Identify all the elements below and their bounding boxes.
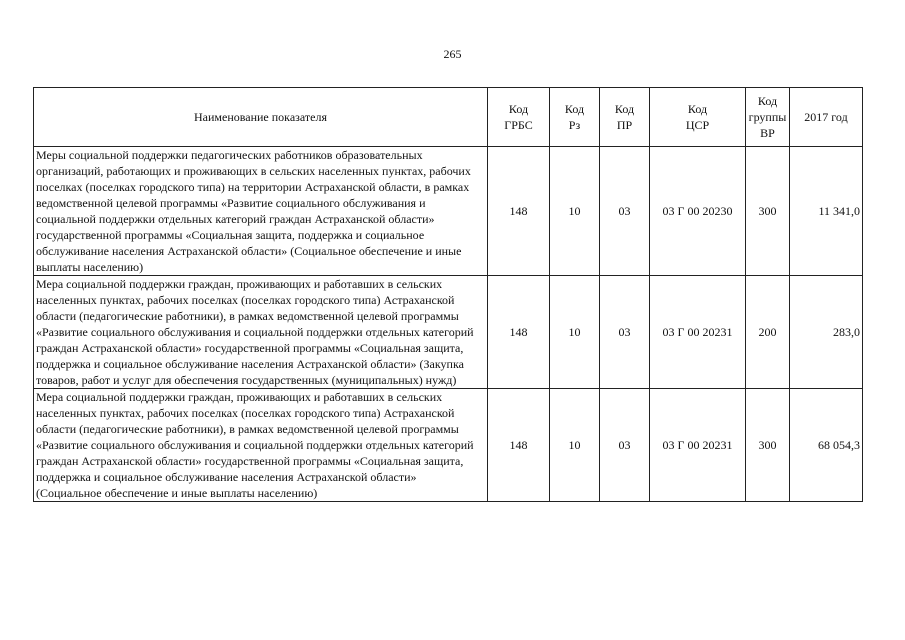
row-vr: 200 xyxy=(746,276,790,389)
row-rz: 10 xyxy=(550,276,600,389)
header-pr-line-2: ПР xyxy=(616,118,633,132)
row-name: Мера социальной поддержки граждан, проживающих и работавших в сельских населенных пунктах, рабочих поселках (поселках городского типа) Астраханской области (педагогические работники), в рамках ведомственной целевой программы «Развитие социального обслуживания и социальной поддержки отдельных категорий граждан Астраханской области» государственной программы «Социальная защита, поддержка и социальное обслуживание населения Астраханской области» (Социальное обеспечение и иные выплаты населению) xyxy=(34,389,488,502)
header-pr-line-1: Код xyxy=(614,102,635,116)
header-rz xyxy=(550,88,600,147)
row-amount: 283,0 xyxy=(790,276,863,389)
header-vr-line-2: группы xyxy=(748,110,787,124)
row-amount: 68 054,3 xyxy=(790,389,863,502)
table-row xyxy=(34,147,863,276)
header-pr xyxy=(600,88,650,147)
header-rz-line-1: Код xyxy=(564,102,585,116)
header-name: Наименование показателя xyxy=(34,88,488,147)
header-rz-line-2: Рз xyxy=(568,118,581,132)
header-csr-line-2: ЦСР xyxy=(685,118,710,132)
header-vr-line-1: Код xyxy=(757,94,778,108)
table-row xyxy=(34,276,863,389)
row-rz: 10 xyxy=(550,147,600,276)
row-name: Меры социальной поддержки педагогических работников образовательных организаций, работающих и проживающих в сельских населенных пунктах, рабочих поселках (поселках городского типа) на территории Астраханской области, в рамках ведомственной целевой программы «Развитие социального обслуживания и социальной поддержки отдельных категорий граждан Астраханской области» государственной программы «Социальная защита, поддержка и социальное обслуживание населения Астраханской области» (Социальное обеспечение и иные выплаты населению) xyxy=(34,147,488,276)
row-pr: 03 xyxy=(600,389,650,502)
row-name: Мера социальной поддержки граждан, проживающих и работавших в сельских населенных пунктах, рабочих поселках (поселках городского типа) Астраханской области (педагогические работники), в рамках ведомственной целевой программы «Развитие социального обслуживания и социальной поддержки отдельных категорий граждан Астраханской области» государственной программы «Социальная защита, поддержка и социальное обслуживание населения Астраханской области» (Закупка товаров, работ и услуг для обеспечения государственных (муниципальных) нужд) xyxy=(34,276,488,389)
page-number: 265 xyxy=(443,47,462,61)
header-year: 2017 год xyxy=(790,88,863,147)
row-pr: 03 xyxy=(600,147,650,276)
header-row xyxy=(34,88,863,147)
row-vr: 300 xyxy=(746,147,790,276)
row-grbs: 148 xyxy=(488,147,550,276)
header-vr-line-3: ВР xyxy=(760,126,775,140)
row-csr: 03 Г 00 20231 xyxy=(650,276,746,389)
row-vr: 300 xyxy=(746,389,790,502)
header-grbs-line-1: Код xyxy=(508,102,529,116)
budget-table xyxy=(33,87,863,502)
header-grbs xyxy=(488,88,550,147)
header-vr xyxy=(746,88,790,147)
header-csr-line-1: Код xyxy=(687,102,708,116)
row-grbs: 148 xyxy=(488,389,550,502)
table-row xyxy=(34,389,863,502)
header-csr xyxy=(650,88,746,147)
row-amount: 11 341,0 xyxy=(790,147,863,276)
row-csr: 03 Г 00 20230 xyxy=(650,147,746,276)
row-rz: 10 xyxy=(550,389,600,502)
row-grbs: 148 xyxy=(488,276,550,389)
header-grbs-line-2: ГРБС xyxy=(504,118,533,132)
row-csr: 03 Г 00 20231 xyxy=(650,389,746,502)
row-pr: 03 xyxy=(600,276,650,389)
